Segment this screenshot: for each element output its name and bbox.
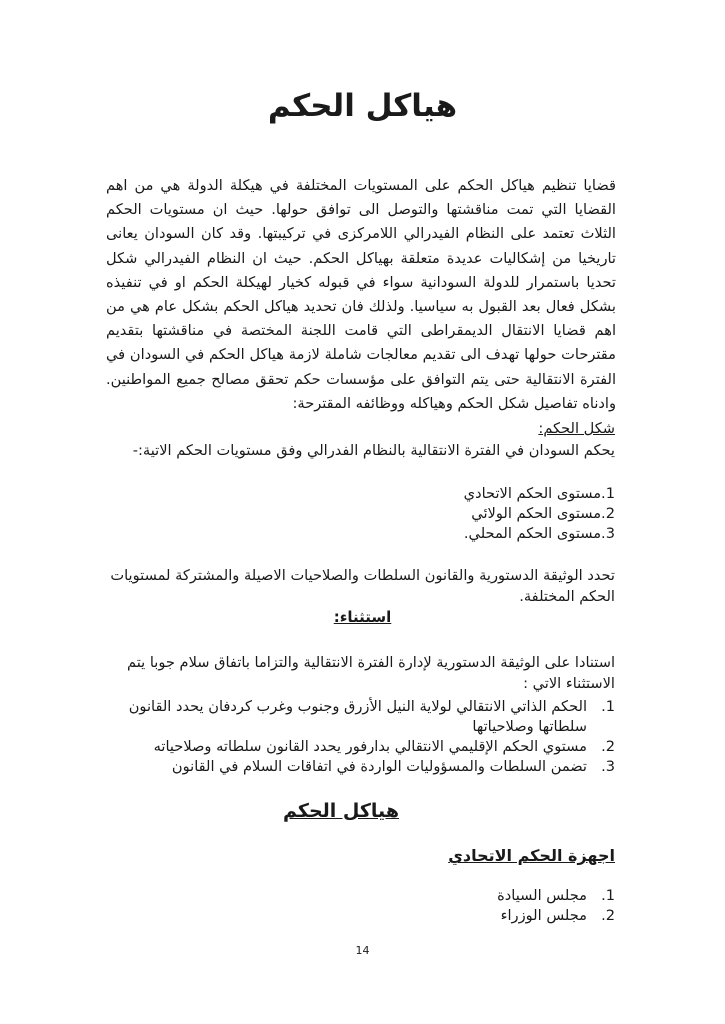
structures-heading: هياكل الحكم [283, 800, 399, 822]
exception-intro: استنادا على الوثيقة الدستورية لإدارة الفترة الانتقالية والتزاما باتفاق سلام جوبا يتم الاستثناء الاتي : [127, 654, 615, 692]
exception-item [125, 737, 615, 757]
item-number: 1. [601, 698, 615, 715]
federal-organs-list [497, 886, 615, 926]
exception-list [125, 697, 615, 777]
powers-definition: تحدد الوثيقة الدستورية والقانون السلطات والصلاحيات الاصيلة والمشتركة لمستويات الحكم المختلفة. [110, 567, 615, 605]
page-title: هياكل الحكم [267, 88, 458, 124]
item-text: مجلس السيادة [497, 887, 587, 904]
page-number: 14 [355, 944, 370, 957]
item-text: مجلس الوزراء [500, 907, 587, 924]
exception-item [125, 757, 615, 777]
exception-item [125, 697, 615, 737]
intro-paragraph: قضايا تنظيم هياكل الحكم على المستويات المختلفة في هيكلة الدولة هي من اهم القضايا التي تمت مناقشتها والتوصل الى توافق حولها. حيث ان مستويات الحكم الثلاث تعتمد على النظام الفيدرالي اللامركزى في تركيبتها. وقد كان السودان يعانى تاريخيا من إشكاليات عديدة متعلقة بهياكل الحكم. حيث ان النظام الفيدرالي شكل تحديا باستمرار للدولة السودانية سواء في قبوله كخيار لهيكلة الحكم او في تنفيذه بشكل فعال بعد القبول به سياسيا. ولذلك فان تحديد هياكل الحكم بشكل عام هي من اهم قضايا الانتقال الديمقراطى التي قامت اللجنة المختصة في مناقشتها بتقديم مقترحات حولها تهدف الى تقديم معالجات شاملة لازمة هياكل الحكم في السودان في الفترة الانتقالية حتى يتم التوافق على مؤسسات حكم تحقق مصالح جميع المواطنين. وادناه تفاصيل شكل الحكم وهياكله ووظائفه المقترحة: [106, 177, 616, 412]
federal-organ-item [497, 886, 615, 906]
item-number: 2. [601, 738, 615, 755]
federal-organ-item [497, 906, 615, 926]
item-number: 3. [601, 758, 615, 775]
form-of-government-heading: شكل الحكم: [538, 420, 615, 437]
level-item: 3.مستوى الحكم المحلي. [463, 525, 615, 542]
item-number: 1. [601, 887, 615, 904]
level-item: 2.مستوى الحكم الولائي [471, 505, 615, 522]
exception-heading-text: استثناء: [333, 608, 392, 626]
item-text: الحكم الذاتي الانتقالي لولاية النيل الأزرق وجنوب وغرب كردفان يحدد القانون سلطاتها وصلاحياتها [128, 698, 587, 735]
federal-organs-heading: اجهزة الحكم الاتحادي [448, 846, 615, 865]
item-number: 2. [601, 907, 615, 924]
exception-heading [0, 608, 725, 626]
form-statement: يحكم السودان في الفترة الانتقالية بالنظام الفدرالي وفق مستويات الحكم الاتية:- [132, 442, 615, 459]
item-text: مستوي الحكم الإقليمي الانتقالي بدارفور يحدد القانون سلطاته وصلاحياته [153, 738, 587, 755]
level-item: 1.مستوى الحكم الاتحادي [463, 485, 615, 502]
item-text: تضمن السلطات والمسؤوليات الواردة في اتفاقات السلام في القانون [171, 758, 587, 775]
government-levels-list [464, 484, 615, 544]
